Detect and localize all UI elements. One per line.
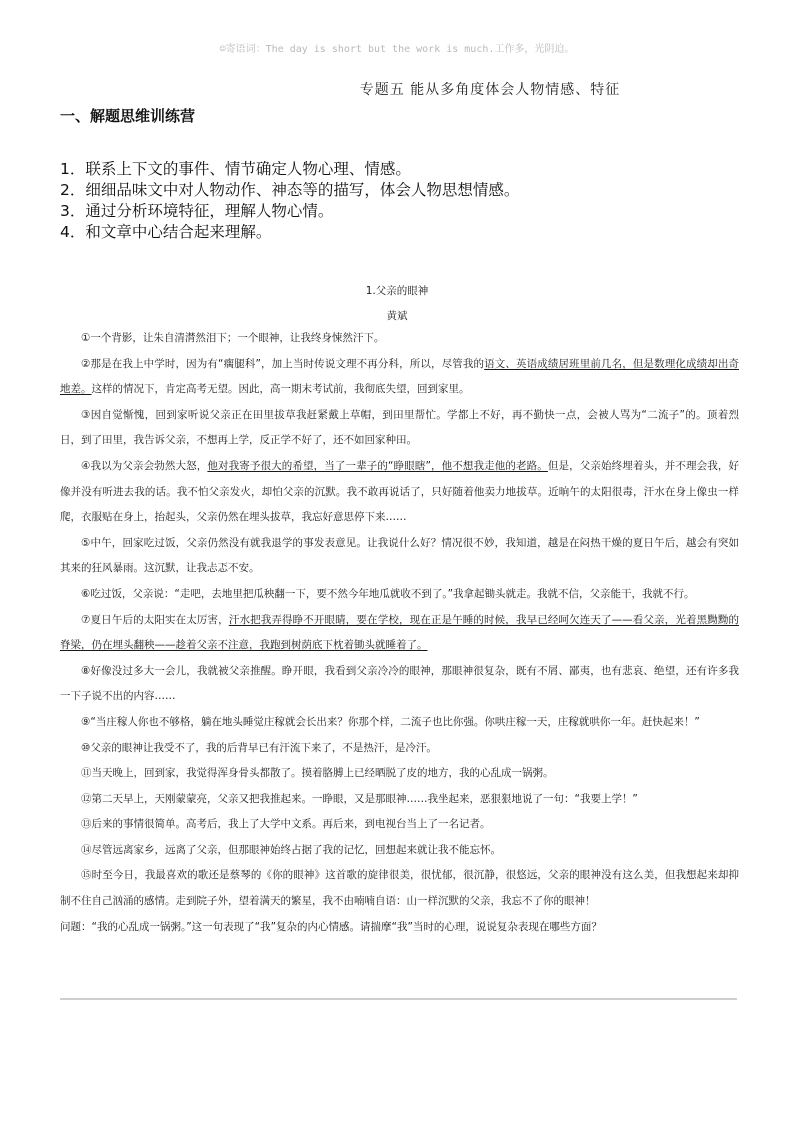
article-paragraph (60, 403, 739, 454)
underlined-text: 汗水把我弄得睁不开眼睛，要在学校，现在正是午睡的时候，我早已经呵欠连天了——看父亲，光着黑黝黝的脊梁，仍在埋头翻秧——趁着父亲不注意，我跑到树荫底下枕着锄头就睡着了。 (60, 613, 740, 652)
paragraph-text: ④我以为父亲会勃然大怒， (81, 459, 208, 472)
paragraph-text: 这样的情况下，肯定高考无望。因此，高一期末考试前，我彻底失望，回到家里。 (91, 383, 470, 396)
article-paragraph (60, 454, 739, 531)
topic-title: 专题五 能从多角度体会人物情感、特征 (359, 82, 621, 98)
tip-item: 3．通过分析环境特征，理解人物心情。 (60, 202, 334, 220)
article-paragraph (60, 659, 739, 710)
underlined-text: 他对我寄予很大的希望，当了一辈子的“睁眼瞎”，他不想我走他的老路。 (207, 459, 548, 472)
paragraph-text: ⑧好像没过多大一会儿，我就被父亲推醒。睁开眼，我看到父亲冷冷的眼神，那眼神很复杂，既有不屑、鄙夷，也有悲哀、绝望，还有许多我一下子说不出的内容…… (60, 664, 739, 703)
paragraph-text: ⑪当天晚上，回到家，我觉得浑身骨头都散了。摸着胳膊上已经晒脱了皮的地方，我的心乱成一锅粥。 (81, 767, 554, 780)
paragraph-text: ⑭尽管远离家乡，远离了父亲，但那眼神始终占据了我的记忆，回想起来就让我不能忘怀。 (81, 843, 501, 856)
paragraph-text: ⑩父亲的眼神让我受不了，我的后背早已有汗流下来了，不是热汗，是冷汗。 (81, 741, 437, 754)
paragraph-text: ⑨“当庄稼人你也不够格，躺在地头睡觉庄稼就会长出来？你那个样，二流子也比你强。你哄庄稼一天，庄稼就哄你一年。赶快起来！” (81, 715, 700, 728)
paragraph-text: ①一个背影，让朱自清潸然泪下；一个眼神，让我终身悚然汗下。 (81, 332, 385, 344)
tips-list (60, 159, 760, 243)
paragraph-text: ②那是在我上中学时，因为有“瘸腿科”，加上当时传说文理不再分科，所以，尽管我的 (81, 357, 485, 370)
paragraph-text: ⑦夏日午后的太阳实在太厉害， (81, 613, 229, 626)
article-paragraph (60, 761, 739, 787)
article-paragraph (60, 608, 739, 659)
paragraph-text: 但是，父亲始终埋着头，并不理会我，好像并没有听进去我的话。我不怕父亲发火，却怕父亲的沉默。我不敢再说话了，只好随着他卖力地拔草。近晌午的太阳很毒，汗水在身上像虫一样爬，衣服贴在身上，抬起头，父亲仍然在埋头拔草，我忘好意思停下来…… (60, 459, 739, 524)
paragraph-text: ⑫第二天早上，天刚蒙蒙亮，父亲又把我推起来。一睁眼，又是那眼神……我坐起来，恶狠狠地说了一句：“我要上学！” (81, 792, 638, 805)
paragraph-text: ⑥吃过饭，父亲说：“走吧，去地里把瓜秧翻一下，要不然今年地瓜就收不到了。”我拿起锄头就走。我就不信，父亲能干，我就不行。 (81, 587, 695, 600)
article-paragraph (60, 812, 739, 838)
article-paragraph (60, 582, 739, 608)
article-paragraph (60, 531, 739, 582)
article-paragraphs (60, 326, 739, 915)
article-paragraph (60, 736, 739, 762)
tip-item: 1．联系上下文的事件、情节确定人物心理、情感。 (60, 160, 411, 178)
article-paragraph (60, 710, 739, 736)
paragraph-text: ⑬后来的事情很简单。高考后，我上了大学中文系。再后来，到电视台当上了一名记者。 (81, 818, 491, 831)
tip-item: 2．细细品味文中对人物动作、神态等的描写，体会人物思想情感。 (60, 181, 520, 199)
paragraph-text: ⑮时至今日，我最喜欢的歌还是蔡琴的《你的眼神》这首歌的旋律很美，很忧郁，很沉静，很悠远，父亲的眼神没有这么美，但我想起来却抑制不住自己汹涌的感情。走到院子外，望着满天的繁星，我不由喃喃自语：山一样沉默的父亲，我忘不了你的眼神！ (60, 869, 739, 908)
motto-header: ☺寄语词：The day is short but the work is much.工作多，光阴迫。 (219, 44, 575, 55)
tip-item: 4．和文章中心结合起来理解。 (60, 223, 272, 241)
article-paragraph (60, 787, 739, 813)
article-paragraph (60, 352, 739, 403)
article-paragraph (60, 863, 739, 914)
paragraph-text: ⑤中午，回家吃过饭，父亲仍然没有就我退学的事发表意见。让我说什么好？情况很不妙，我知道，越是在闷热干燥的夏日午后，越会有突如其来的狂风暴雨。这沉默，让我忐忑不安。 (60, 536, 739, 575)
article-author: 黄斌 (386, 310, 408, 322)
article-paragraph (60, 326, 739, 352)
paragraph-text: ③因自觉惭愧，回到家听说父亲正在田里拔草我赶紧戴上草帽，到田里帮忙。学都上不好，再不勤快一点，会被人骂为“二流子”的。顶着烈日，到了田里，我告诉父亲，不想再上学，反正学不好了，还不如回家种田。 (60, 408, 739, 447)
article-title: 1.父亲的眼神 (365, 285, 429, 297)
underlined-text: 语文、英语成绩居班里前几名，但是数理化成绩却出奇地差。 (60, 357, 739, 396)
section-heading: 一、解题思维训练营 (60, 107, 196, 125)
question-text: 问题：“我的心乱成一锅粥。”这一句表现了“我”复杂的内心情感。请揣摩“我”当时的心理，说说复杂表现在哪些方面？ (60, 920, 602, 933)
article-body (60, 326, 739, 940)
divider-line (60, 998, 737, 1000)
article-paragraph (60, 838, 739, 864)
